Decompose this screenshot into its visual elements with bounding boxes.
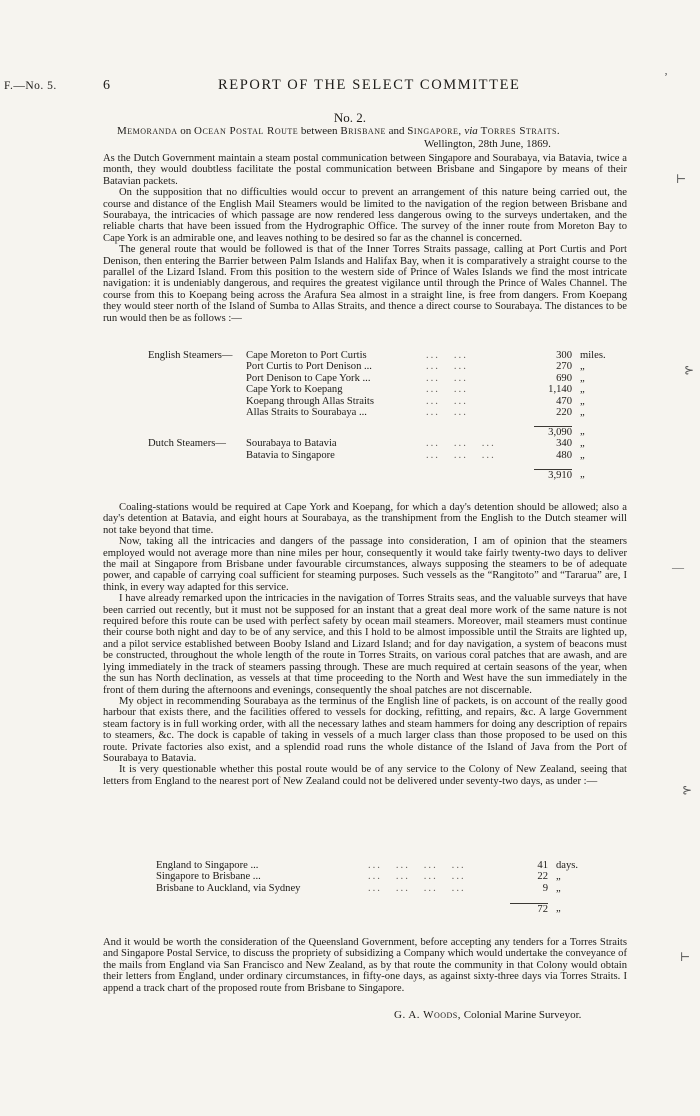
table-row: Allas Straits to Sourabaya ... ... ... 220 „	[246, 407, 585, 419]
table-row: English Steamers— Cape Moreton to Port Curtis ... ... 300 miles.	[148, 350, 606, 361]
paragraph-1: As the Dutch Government maintain a steam postal communication between Singapore and Sourabaya, via Batavia, twice a month, they would doubtless facilitate the postal communication between Brisbane and Singapore by means of their Batavian packets.	[103, 153, 627, 187]
table-row: Port Curtis to Port Denison ... ... ... 270 „	[246, 361, 585, 373]
grand-total: 3,910	[534, 469, 572, 481]
margin-mark: ⊢	[676, 172, 687, 186]
table-row: Singapore to Brisbane ... ... ... ... ... 22 „	[156, 871, 561, 883]
page-header	[0, 77, 700, 97]
days-table	[156, 860, 586, 915]
paper-reference: F.—No. 5.	[4, 80, 57, 92]
paragraph-2: On the supposition that no difficulties would occur to prevent an arrangement of this nature being carried out, the course and distance of the English Mail Steamers would be limited to the navigation of the region between Brisbane and Sourabaya, the intricacies of which passage are now rendered less dangerous owing to the surveys undertaken, and the reliable charts that have been issued from the Hydrographic Office. The survey of the inner route from Moreton Bay to Cape York is an admirable one, and leaves nothing to be desired so far as the channel is concerned.	[103, 187, 627, 244]
body-block-1	[103, 153, 627, 324]
english-total-row: 3,090 „	[148, 426, 610, 438]
margin-mark: ⊱	[682, 783, 693, 797]
table-row: Brisbane to Auckland, via Sydney ... ... ... ... 9 „	[156, 882, 561, 894]
table-row: Dutch Steamers— Sourabaya to Batavia ... ... ... 340 „	[148, 438, 585, 450]
paragraph-3: The general route that would be followed is that of the Inner Torres Straits passage, calling at Port Curtis and Port Denison, then entering the Barrier between Palm Islands and Halifax Bay, when it is comparatively a straight course to the parallel of the Lizard Island. From this position to the western side of Prince of Wales Islands we find the most intricate navigation: it is undeniably dangerous, and requires the greatest vigilance until through the Prince of Wales Channel. The course from this to Koepang being across the Arafura Sea almost in a straight line, is free from dangers. From Koepang they would steer north of the Island of Sumba to Allas Straits, and thence a direct course to Sourabaya. The distances to be run would then be as follows :—	[103, 244, 627, 324]
grand-total-row: 3,910 „	[148, 469, 610, 481]
body-block-3	[103, 937, 627, 994]
table-row: Koepang through Allas Straits ... ... 470 „	[246, 395, 585, 407]
page-number: 6	[103, 78, 110, 93]
days-total-row: 72 „	[156, 903, 586, 915]
margin-mark: ʼ	[664, 70, 668, 84]
paragraph-9: And it would be worth the consideration of the Queensland Government, before accepting any tenders for a Torres Straits and Singapore Postal Service, to discuss the propriety of subsidizing a Company which would undertake the conveyance of the mails from England via San Francisco and New Zealand, as by that route the community in that Colony would obtain their letters from England, under ordinary circumstances, in fifty-one days, as against sixty-three days via Torres Straits. I append a track chart of the proposed route from Brisbane to Singapore.	[103, 937, 627, 994]
memoranda-subtitle: Memoranda on Ocean Postal Route between Brisbane and Singapore, via Torres Straits.	[117, 125, 561, 137]
margin-mark: ⊢	[680, 950, 691, 964]
table-row: Cape York to Koepang ... ... 1,140 „	[246, 384, 585, 396]
days-total: 72	[510, 903, 548, 915]
paragraph-5: Now, taking all the intricacies and dangers of the passage into consideration, I am of opinion that the steamers employed would not average more than nine miles per hour, consequently it would take fairly twenty-two days to deliver the mail at Singapore from Brisbane under favourable circumstances, always supposing the steamers to be of adequate power, and capable of carrying coal sufficient for steaming purposes. Such vessels as the “Rangitoto” and “Tararua” are, I think, in every way adapted for this service.	[103, 536, 627, 593]
body-block-2	[103, 502, 627, 787]
table-row: Port Denison to Cape York ... ... ... 690 „	[246, 372, 585, 384]
english-total: 3,090	[534, 426, 572, 438]
paragraph-4: Coaling-stations would be required at Cape York and Koepang, for which a day's detention should be allowed; also a day's detention at Batavia, and eight hours at Sourabaya, as the transhipment from the English to the Dutch steamer will not take beyond that time.	[103, 502, 627, 536]
margin-mark: —	[672, 560, 684, 574]
english-steamers-label: English Steamers—	[148, 350, 233, 361]
table-row: England to Singapore ... ... ... ... ... 41 days.	[156, 860, 579, 871]
paragraph-7: My object in recommending Sourabaya as the terminus of the English line of packets, is on account of the really good harbour that exists there, and the facilities offered to vessels for docking, refitting, and repairs, &c. A large Government steam factory is in full working order, with all the necessary lathes and steam hammers for doing any description of repairs to steamers, &c. The dock is capable of taking in vessels of a much larger class than those proposed to be used on this route. Private factories also exist, and a splendid road runs the whole distance of the Island of Java from the Port of Sourabaya to Batavia.	[103, 695, 627, 764]
paragraph-6: I have already remarked upon the intricacies in the navigation of Torres Straits seas, and the valuable surveys that have been carried out recently, but it must not be supposed for an instant that a great deal more work of the same nature is not required before this route can be used with perfect safety by ocean mail steamers. Moreover, mail steamers must continue their course both night and day to be of any service, and this I hold to be almost impossible until the Straits are lighted up, and a pilot service established between Booby Island and Lizard Island; and for day navigation, a system of beacons must be constructed, throughout the whole length of the route in Torres Straits, on various coral patches that are awash, and are lying immediately in the track of steamers passing through. These are much required at certain seasons of the year, when the sun has North declination, as vessels at that time proceeding to the North and West have the sun immediately in the front of them during the afternoons and evenings, consequently the shoal patches are not discernable.	[103, 593, 627, 696]
report-title: REPORT OF THE SELECT COMMITTEE	[218, 77, 521, 93]
dateline: Wellington, 28th June, 1869.	[424, 138, 551, 150]
paragraph-8: It is very questionable whether this postal route would be of any service to the Colony of New Zealand, seeing that letters from England to the nearest port of New Zealand could not be delivered under seventy-two days, as under :—	[103, 764, 627, 787]
table-row: Batavia to Singapore ... ... ... 480 „	[246, 449, 585, 461]
signature: G. A. Woods, Colonial Marine Surveyor.	[394, 1009, 582, 1021]
margin-mark: ⊱	[684, 363, 695, 377]
distance-table	[148, 350, 610, 481]
document-number: No. 2.	[333, 110, 367, 125]
dutch-steamers-label: Dutch Steamers—	[148, 438, 226, 450]
